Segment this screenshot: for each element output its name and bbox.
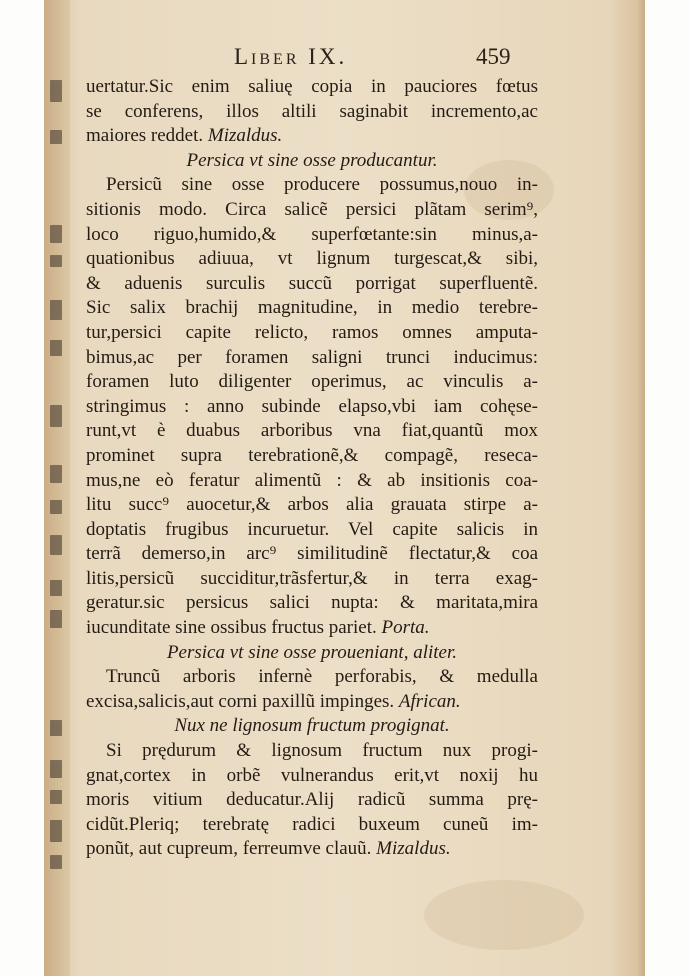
line-text: iucunditate sine ossibus fructus pariet. (86, 617, 377, 639)
line-text: loco riguo,humido,& superfœtante:sin minus,a- (86, 223, 538, 245)
line-text: quationibus adiuua, vt lignum turgescat,& sibi, (86, 248, 538, 270)
text-line (86, 591, 538, 616)
paper-stain (424, 880, 584, 950)
line-text: Sic salix brachij magnitudine, in medio terebre- (86, 297, 538, 319)
author-citation: Mizaldus. (376, 838, 451, 860)
section-heading-text: Persica vt sine osse producantur. (186, 149, 438, 171)
section-heading (86, 714, 538, 739)
text-line (86, 469, 538, 494)
section-heading-text: Persica vt sine osse proueniant, aliter. (166, 641, 458, 663)
author-citation: African. (398, 690, 461, 712)
section-heading (86, 149, 538, 174)
text-line (86, 567, 538, 592)
line-text: Persicũ sine osse producere possumus,nouo in- (106, 174, 538, 196)
line-text: stringimus : anno subinde elapso,vbi iam cohęse- (86, 395, 538, 417)
text-line (86, 518, 538, 543)
section-heading (86, 641, 538, 666)
line-text: se conferens, illos altili saginabit incremento,ac (86, 100, 538, 122)
bleed-through-mark (50, 130, 62, 144)
page-header (44, 40, 645, 76)
bleed-through-mark (50, 580, 62, 596)
bleed-through-mark (50, 855, 62, 869)
text-line (86, 370, 538, 395)
text-line (86, 198, 538, 223)
line-text: excisa,salicis,aut corni paxillũ impinges. (86, 690, 395, 712)
author-citation: Mizaldus. (207, 125, 283, 147)
line-text: gnat,cortex in orbẽ vulnerandus erit,vt noxij hu (86, 764, 538, 786)
text-line (86, 100, 538, 125)
line-text: uertatur.Sic enim saliuę copia in pauciores fœtus (86, 76, 538, 97)
line-text: litu succ⁹ auocetur,& arbos alia grauata stirpe a- (86, 494, 538, 516)
text-line (86, 665, 538, 690)
line-text: moris vitium deducatur.Alij radicũ summa prę- (86, 789, 538, 811)
line-text: mus,ne eò feratur alimentũ : & ab insitionis coa- (86, 469, 538, 491)
text-line (86, 813, 538, 838)
line-text: foramen luto diligenter operimus, ac vinculis a- (86, 371, 538, 393)
bleed-through-mark (50, 80, 62, 102)
bleed-through-mark (50, 225, 62, 243)
line-text: cidũt.Pleriq; terebratę radici buxeum cuneũ im- (86, 813, 538, 835)
fore-edge (637, 0, 645, 976)
line-text: terrã demerso,in arc⁹ similitudinẽ flectatur,& coa (86, 543, 538, 565)
bleed-through-mark (50, 760, 62, 778)
line-text: tur,persici capite relicto, ramos omnes amputa- (86, 321, 538, 343)
text-line (86, 542, 538, 567)
line-text: Truncũ arboris infernè perforabis, & medulla (106, 666, 538, 688)
line-text: bimus,ac per foramen saligni trunci inducimus: (86, 346, 538, 368)
line-text: maiores reddet. (86, 125, 204, 147)
bleed-through-mark (50, 465, 62, 483)
bleed-through-mark (50, 820, 62, 842)
line-text: Si prędurum & lignosum fructum nux progi- (106, 740, 538, 762)
text-line (86, 247, 538, 272)
text-line (86, 223, 538, 248)
text-line (86, 493, 538, 518)
text-line (86, 419, 538, 444)
text-line (86, 321, 538, 346)
bleed-through-mark (50, 405, 62, 427)
page-number: 459 (476, 44, 511, 69)
running-head: Liber IX. (234, 44, 348, 69)
author-citation: Porta. (381, 617, 430, 639)
bleed-through-mark (50, 340, 62, 356)
bleed-through-mark (50, 500, 62, 514)
bleed-through-mark (50, 720, 62, 736)
text-line (86, 75, 538, 100)
text-line (86, 690, 538, 715)
text-block (86, 75, 538, 862)
line-text: sitionis modo. Circa salicẽ persici plãtam serim⁹, (86, 198, 538, 220)
section-heading-text: Nux ne lignosum fructum progignat. (174, 715, 450, 737)
line-text: litis,persicũ succiditur,trãsfertur,& in terra exag- (86, 567, 538, 589)
bleed-through-mark (50, 300, 62, 320)
bleed-through-mark (50, 255, 62, 267)
text-line (86, 124, 538, 149)
line-text: & aduenis surculis succũ porrigat superfluentẽ. (86, 272, 538, 294)
bleed-through-mark (50, 790, 62, 804)
text-line (86, 788, 538, 813)
line-text: ponũt, aut cupreum, ferreumve clauũ. (86, 838, 372, 860)
text-line (86, 444, 538, 469)
text-line (86, 296, 538, 321)
text-line (86, 739, 538, 764)
text-line (86, 173, 538, 198)
text-line (86, 837, 538, 862)
line-text: prominet supra terebrationẽ,& compagẽ, reseca- (86, 444, 538, 466)
line-text: geratur.sic persicus salici nupta: & maritata,mira (86, 592, 538, 614)
bleed-through-mark (50, 535, 62, 555)
text-line (86, 616, 538, 641)
line-text: runt,vt è duabus arboribus vna fiat,quantũ mox (86, 420, 538, 442)
line-text: doptatis frugibus incuruetur. Vel capite salicis in (86, 518, 538, 540)
text-line (86, 346, 538, 371)
text-line (86, 395, 538, 420)
text-line (86, 764, 538, 789)
text-line (86, 272, 538, 297)
bleed-through-mark (50, 610, 62, 628)
